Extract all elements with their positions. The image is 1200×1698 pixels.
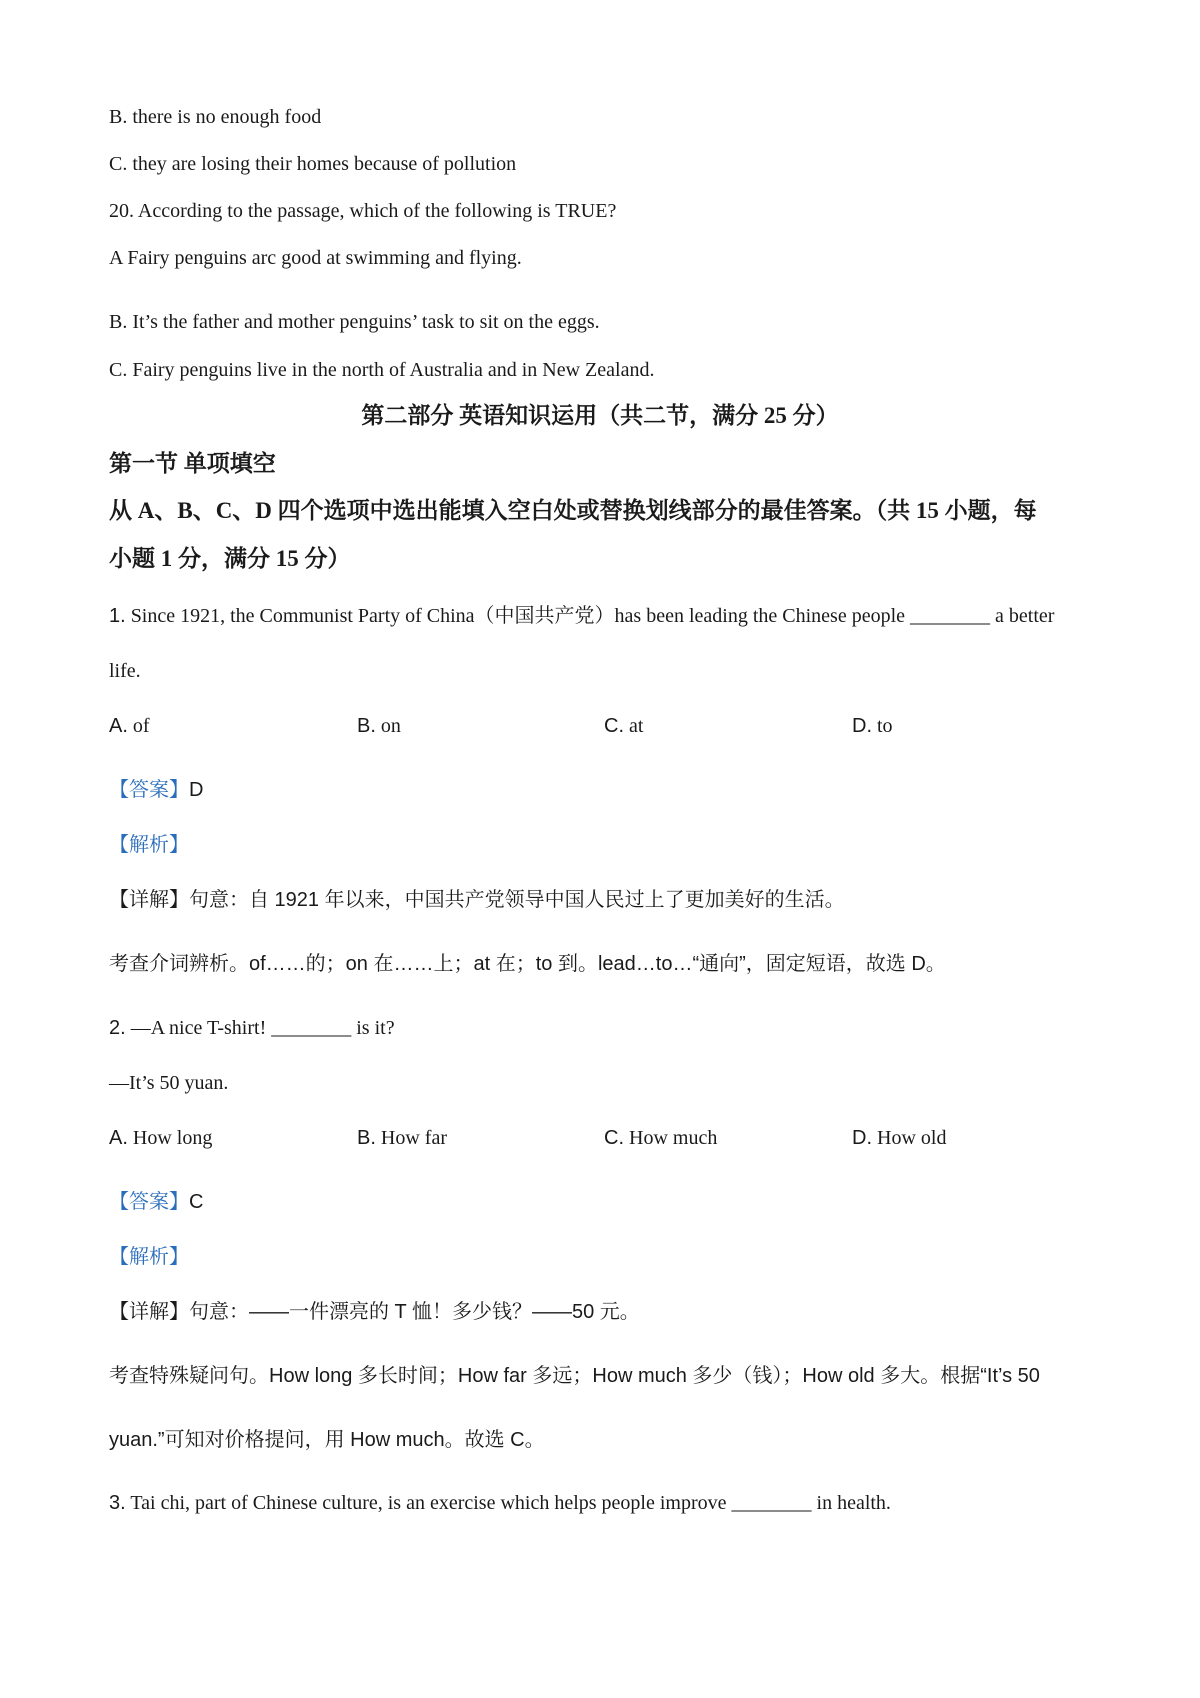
answer-value: C — [189, 1191, 204, 1213]
q1-analysis-label: 【解析】 — [109, 834, 189, 856]
q2-stem-line2: —It’s 50 yuan. — [109, 1072, 229, 1094]
q1-stem-text: Since 1921, the Communist Party of China（中国共产党）has been leading the Chinese people ________ a better — [125, 605, 1055, 627]
q20-option-c: C. Fairy penguins live in the north of Australia and in New Zealand. — [109, 359, 655, 381]
answer-label: 【答案】 — [109, 779, 189, 801]
q2-number: 2. — [109, 1017, 126, 1039]
q1-option-b: B. on — [357, 715, 401, 737]
q1-explanation: 考查介词辨析。of……的；on 在……上；at 在；to 到。lead…to…“通向”，固定短语，故选 D。 — [109, 953, 946, 975]
q2-analysis-label: 【解析】 — [109, 1246, 189, 1268]
instruction-line2: 小题 1 分，满分 15 分） — [109, 546, 351, 571]
prev-option-c: C. they are losing their homes because of pollution — [109, 153, 517, 175]
q3-number: 3. — [109, 1492, 126, 1514]
q20-stem: 20. According to the passage, which of the following is TRUE? — [109, 200, 617, 222]
q2-detail: 【详解】句意：——一件漂亮的 T 恤！多少钱？——50 元。 — [109, 1301, 640, 1323]
section1-title: 第一节 单项填空 — [109, 451, 276, 476]
answer-value: D — [189, 779, 204, 801]
q2-option-a: A. How long — [109, 1127, 213, 1149]
q2-option-c: C. How much — [604, 1127, 718, 1149]
q2-explanation-line1: 考查特殊疑问句。How long 多长时间；How far 多远；How much 多少（钱）；How old 多大。根据“It’s 50 — [109, 1365, 1040, 1387]
q1-stem-line1 — [109, 606, 1054, 626]
q2-option-b: B. How far — [357, 1127, 447, 1149]
q20-option-a: A Fairy penguins arc good at swimming and flying. — [109, 247, 522, 269]
q2-stem-line1: 2. —A nice T-shirt! ________ is it? — [109, 1017, 395, 1039]
q1-number: 1. — [109, 605, 126, 627]
prev-option-b: B. there is no enough food — [109, 106, 322, 128]
q2-answer — [109, 1192, 203, 1212]
q20-option-b: B. It’s the father and mother penguins’ task to sit on the eggs. — [109, 311, 600, 333]
q3-stem: 3. Tai chi, part of Chinese culture, is an exercise which helps people improve ________ in health. — [109, 1492, 891, 1514]
answer-label: 【答案】 — [109, 1191, 189, 1213]
q1-option-c: C. at — [604, 715, 644, 737]
q1-stem-line2: life. — [109, 660, 141, 682]
q2-explanation-line2: yuan.”可知对价格提问，用 How much。故选 C。 — [109, 1429, 545, 1451]
q1-option-a: A. of — [109, 715, 150, 737]
q1-detail: 【详解】句意：自 1921 年以来，中国共产党领导中国人民过上了更加美好的生活。 — [109, 889, 845, 911]
q2-option-d: D. How old — [852, 1127, 947, 1149]
q1-option-d: D. to — [852, 715, 893, 737]
instruction-line1: 从 A、B、C、D 四个选项中选出能填入空白处或替换划线部分的最佳答案。（共 15 小题，每 — [109, 498, 1037, 523]
part2-title: 第二部分 英语知识运用（共二节，满分 25 分） — [361, 403, 839, 428]
q1-answer — [109, 780, 203, 800]
